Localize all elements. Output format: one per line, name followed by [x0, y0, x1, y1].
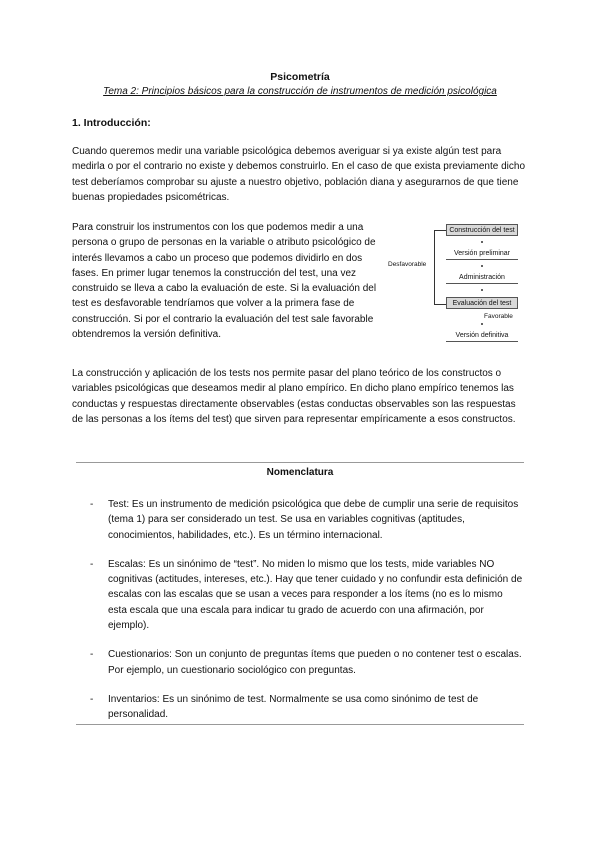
document-subtitle: Tema 2: Principios básicos para la construcción de instrumentos de medición psicológica	[103, 86, 497, 97]
label-favorable: Favorable	[484, 313, 513, 320]
test-construction-diagram	[388, 220, 528, 346]
bullet-dash: -	[90, 649, 94, 661]
bullet-dash: -	[90, 499, 94, 510]
step-final-version: Versión definitiva	[446, 330, 518, 342]
paragraph-intro: Cuando queremos medir una variable psicológica debemos averiguar si ya existe algún test para medirla o por el contrario no existe y debemos construirlo. En el caso de que exista previamente dicho test deberíamos comprobar su ajuste a nuestro objetivo, población diana y asegurarnos de que tiene buenas propiedades psicométricas.	[72, 146, 526, 203]
step-construction: Construcción del test	[446, 224, 518, 236]
paragraph-empirical: La construcción y aplicación de los tests nos permite pasar del plano teórico de los constructos o variables psicológicas que deseamos medir al plano empírico. En dicho plano empírico tenemos las conductas y respuestas directamente observables (estas conductas observables son las respuestas de las personas a los ítems del test) que sirven para representar empíricamente a esos constructos.	[72, 368, 516, 425]
bullet-dash: -	[90, 693, 94, 705]
bullet-dash: -	[90, 558, 94, 570]
paragraph-process: Para construir los instrumentos con los que podemos medir a una persona o grupo de personas en la variable o atributo psicológico de interés llevamos a cabo un proceso que podemos dividirlo en dos fases. En primer lugar tenemos la construcción del test, una vez construido se lleva a cabo la evaluación de este. Si la evaluación del test es desfavorable tendríamos que volver a la primera fase de construcción. Si por el contrario la evaluación del test sale favorable obtendremos la versión definitiva.	[72, 222, 377, 341]
step-administration: Administración	[446, 272, 518, 284]
item-cuestionarios: Cuestionarios: Son un conjunto de preguntas ítems que pueden o no contener test o escalas. Por ejemplo, un cuestionario sociológico con preguntas.	[108, 649, 522, 676]
item-inventarios: Inventarios: Es un sinónimo de test. Normalmente se usa como sinónimo de test de personalidad.	[108, 693, 479, 721]
nomenclature-title: Nomenclatura	[266, 467, 334, 478]
step-preliminary-version: Versión preliminar	[446, 248, 518, 260]
feedback-loop-line	[434, 230, 435, 304]
list-item	[90, 497, 524, 543]
document-title: Psicometría	[270, 71, 330, 83]
nomenclature-list	[90, 497, 524, 723]
feedback-loop-bottom	[434, 304, 446, 305]
item-escalas: Escalas: Es un sinónimo de “test”. No miden lo mismo que los tests, mide variables NO cognitivas (actitudes, intereses, etc.). Hay que tener cuidado y no confundir esta definición de escalas con las escalas que se usan a veces para responder a los ítems (no es lo mismo esta escala que una escala para indicar tu grado de acuerdo con una afirmación, por ejemplo).	[108, 558, 523, 632]
list-item	[90, 647, 524, 678]
arrow-down-icon	[481, 241, 483, 243]
divider-top	[76, 462, 524, 463]
step-evaluation: Evaluación del test	[446, 297, 518, 309]
arrow-down-icon	[481, 265, 483, 267]
list-item	[90, 557, 524, 633]
label-unfavorable: Desfavorable	[388, 261, 427, 268]
feedback-loop-top	[434, 230, 446, 231]
arrow-down-icon	[481, 323, 483, 325]
arrow-down-icon	[481, 289, 483, 291]
item-test: Test: Es un instrumento de medición psicológica que debe de cumplir una serie de requisitos (tema 1) para ser considerado un test. Se usa en variables cognitivas (aptitudes, conocimientos, habilidades, etc.). Es un término internacional.	[108, 499, 519, 541]
list-item	[90, 692, 524, 723]
section-heading: 1. Introducción:	[72, 117, 151, 129]
divider-bottom	[76, 724, 524, 725]
